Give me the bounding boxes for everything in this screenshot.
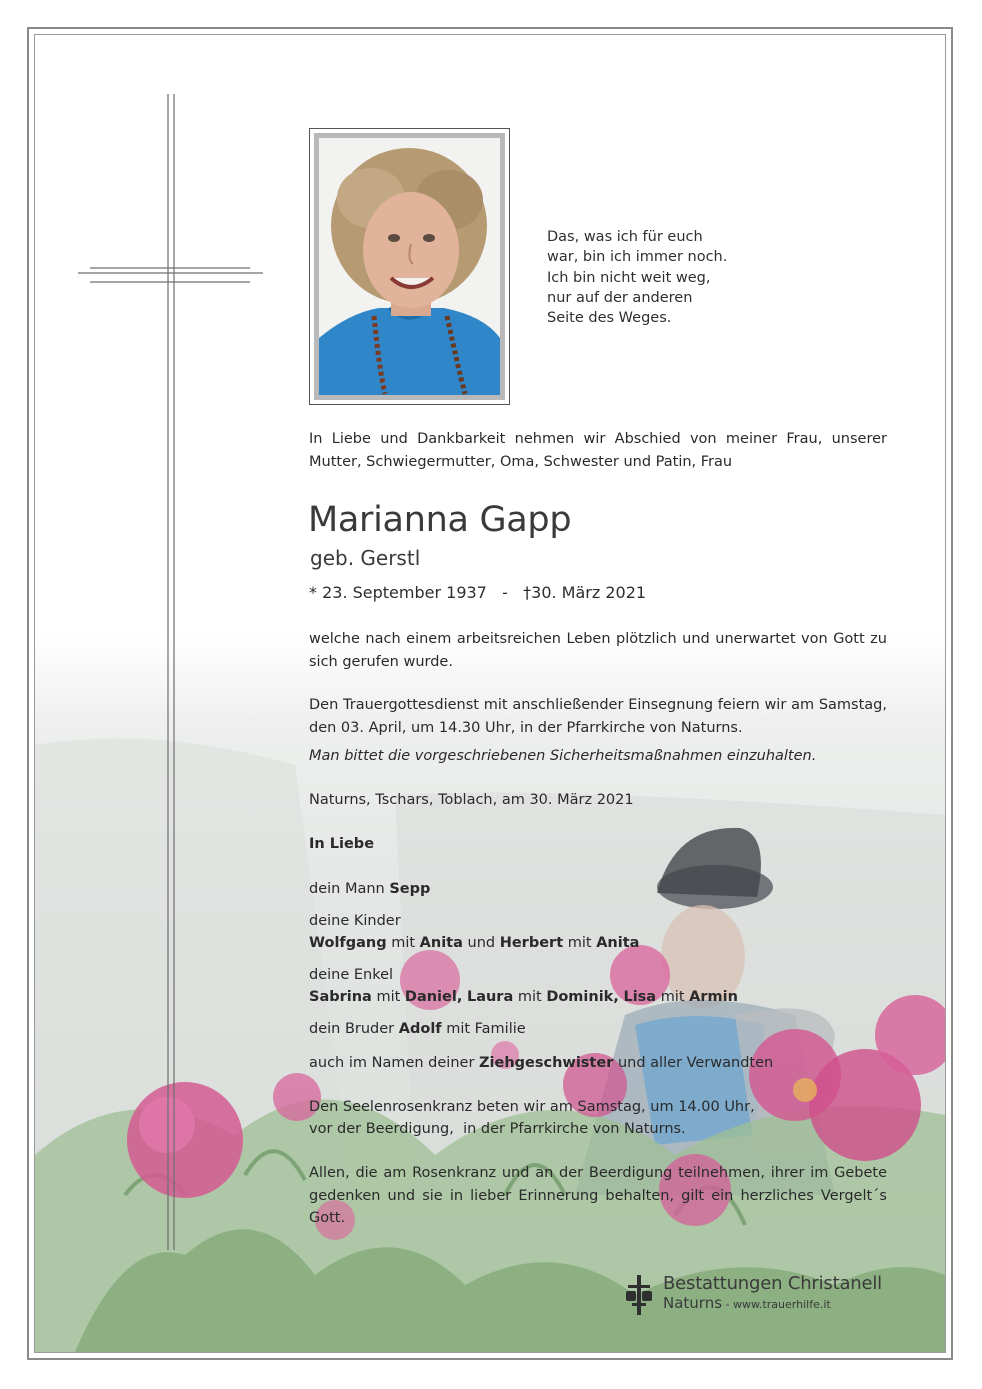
grandchild-sep: , [613, 989, 619, 1005]
grandchild-partner: Armin [689, 989, 738, 1005]
funeral-home-sub [663, 1294, 831, 1312]
child-conj: mit [391, 935, 416, 951]
grandchild-conj: mit [517, 989, 542, 1005]
grandchild-partner: Dominik [546, 989, 614, 1005]
children-line [309, 932, 887, 955]
place-date: Naturns, Tschars, Toblach, am 30. März 2021 [309, 792, 634, 808]
poem-line: Seite des Weges. [547, 310, 672, 327]
poem-line: war, bin ich immer noch. [547, 249, 728, 266]
passing-text: welche nach einem arbeitsreichen Leben plötzlich und unerwartet von Gott zu sich gerufen wurde. [309, 631, 887, 670]
in-love-label: In Liebe [309, 836, 375, 852]
children-label: deine Kinder [309, 913, 401, 929]
memorial-poem [547, 227, 787, 328]
poem-line: nur auf der anderen [547, 289, 693, 306]
portrait-mat [314, 133, 505, 400]
grandchild-partner: Daniel [404, 989, 457, 1005]
portrait-photo [319, 138, 500, 395]
grandchild-sep: , [456, 989, 463, 1005]
brother-line [309, 1018, 887, 1041]
closing-text: Allen, die am Rosenkranz und an der Beerdigung teilnehmen, ihrer im Gebete gedenken und sie in lieber Erinnerung behalten, gilt ein herzliches Vergelt´s Gott. [309, 1165, 887, 1226]
husband-name: Sepp [389, 881, 431, 897]
child-partner: Anita [596, 935, 640, 951]
child-sep: und [467, 935, 496, 951]
life-dates: * 23. September 1937 - †30. März 2021 [309, 583, 647, 602]
child-name: Wolfgang [309, 935, 387, 951]
rosary-line: vor der Beerdigung, in der Pfarrkirche von Naturns. [309, 1121, 686, 1137]
relatives-suffix: und aller Verwandten [617, 1055, 774, 1071]
child-name: Herbert [499, 935, 564, 951]
birth-name: geb. Gerstl [310, 546, 421, 570]
funeral-home-separator: - [722, 1298, 733, 1311]
intro-text: In Liebe und Dankbarkeit nehmen wir Abschied von meiner Frau, unserer Mutter, Schwiegermutter, Oma, Schwester und Patin, Frau [309, 431, 887, 470]
relatives-bold: Ziehgeschwister [479, 1055, 614, 1071]
grandchild-name: Lisa [623, 989, 657, 1005]
brother-prefix: dein Bruder [309, 1021, 395, 1037]
funeral-home-url: www.trauerhilfe.it [733, 1298, 831, 1311]
husband-line [309, 878, 887, 901]
child-partner: Anita [419, 935, 463, 951]
funeral-home-town: Naturns [663, 1294, 723, 1312]
brother-suffix: mit Familie [446, 1021, 526, 1037]
relatives-line [309, 1052, 887, 1075]
brother-name: Adolf [398, 1021, 442, 1037]
funeral-home-name: Bestattungen Christanell [663, 1273, 882, 1294]
grandchild-conj: mit [376, 989, 401, 1005]
grandchildren-label: deine Enkel [309, 967, 394, 983]
deceased-name: Marianna Gapp [308, 500, 572, 540]
grandchild-name: Sabrina [309, 989, 372, 1005]
grandchildren-line [309, 986, 887, 1009]
poem-line: Ich bin nicht weit weg, [547, 269, 711, 286]
husband-prefix: dein Mann [309, 881, 385, 897]
grandchild-conj: mit [660, 989, 685, 1005]
cross-emblem-icon [624, 1275, 654, 1315]
relatives-prefix: auch im Namen deiner [309, 1055, 475, 1071]
poem-line: Das, was ich für euch [547, 229, 703, 245]
rosary-line: Den Seelenrosenkranz beten wir am Samstag, um 14.00 Uhr, [309, 1099, 755, 1115]
in-love-heading [309, 833, 887, 856]
child-conj: mit [567, 935, 592, 951]
service-text: Den Trauergottesdienst mit anschließender Einsegnung feiern wir am Samstag, den 03. April, um 14.30 Uhr, in der Pfarrkirche von Naturns. [309, 697, 887, 736]
grandchild-name: Laura [466, 989, 514, 1005]
safety-note: Man bittet die vorgeschriebenen Sicherheitsmaßnahmen einzuhalten. [309, 748, 817, 764]
funeral-home-logo [624, 1273, 894, 1317]
portrait-frame [309, 128, 510, 405]
